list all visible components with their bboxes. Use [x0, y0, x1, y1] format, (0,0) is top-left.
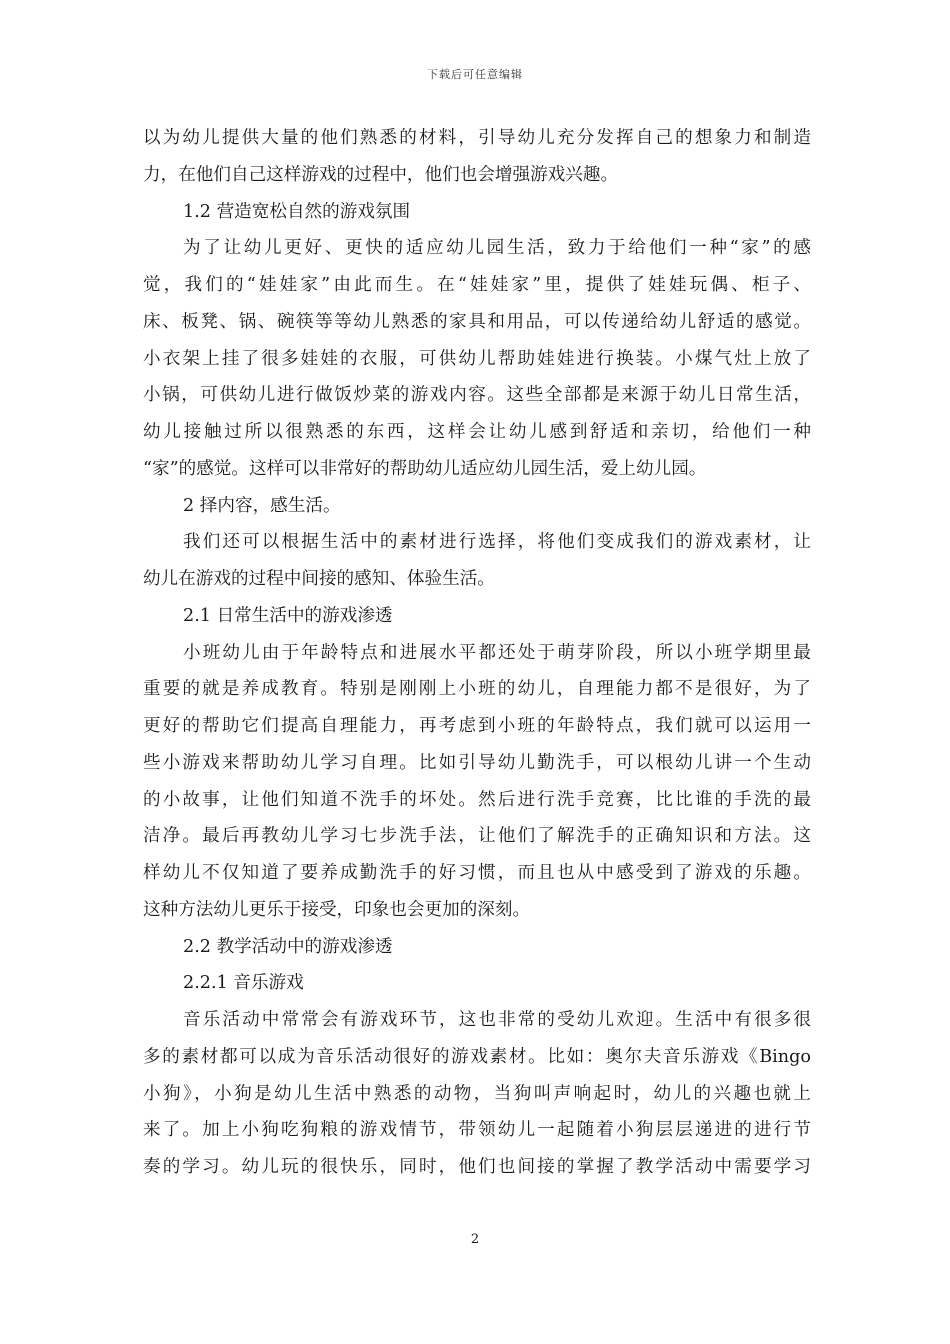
text-line: 来了。加上小狗吃狗粮的游戏情节，带领幼儿一起随着小狗层层递进的进行节 — [143, 1120, 811, 1141]
text-line: 为了让幼儿更好、更快的适应幼儿园生活，致力于给他们一种“家”的感 — [183, 238, 811, 259]
text-line: 小班幼儿由于年龄特点和进展水平都还处于萌芽阶段，所以小班学期里最 — [183, 642, 811, 663]
text-line: 重要的就是养成教育。特别是刚刚上小班的幼儿，自理能力都不是很好，为了 — [143, 679, 811, 700]
section-heading: 2 择内容，感生活。 — [183, 495, 341, 516]
text-line: 幼儿接触过所以很熟悉的东西，这样会让幼儿感到舒适和亲切，给他们一种 — [143, 422, 811, 442]
section-heading: 2.2.1 音乐游戏 — [183, 973, 304, 994]
text-line: 小狗》，小狗是幼儿生活中熟悉的动物，当狗叫声响起时，幼儿的兴趣也就上 — [143, 1083, 811, 1104]
body-text — [143, 120, 811, 1186]
text-line: 洁净。最后再教幼儿学习七步洗手法，让他们了解洗手的正确知识和方法。这 — [143, 826, 811, 847]
text-line: 床、板凳、锅、碗筷等等幼儿熟悉的家具和用品，可以传递给幼儿舒适的感觉。 — [143, 311, 811, 332]
section-heading: 1.2 营造宽松自然的游戏氛围 — [183, 201, 411, 222]
text-line: 奏的学习。幼儿玩的很快乐，同时，他们也间接的掌握了教学活动中需要学习 — [143, 1157, 811, 1177]
text-line: 些小游戏来帮助幼儿学习自理。比如引导幼儿勤洗手，可以根幼儿讲一个生动 — [143, 752, 811, 773]
text-line: 小衣架上挂了很多娃娃的衣服，可供幼儿帮助娃娃进行换装。小煤气灶上放了 — [143, 348, 811, 369]
section-heading: 2.2 教学活动中的游戏渗透 — [183, 936, 393, 957]
page-number: 2 — [470, 1232, 480, 1247]
text-line: 多的素材都可以成为音乐活动很好的游戏素材。比如：奥尔夫音乐游戏《Bingo — [143, 1046, 811, 1067]
text-line: 样幼儿不仅知道了要养成勤洗手的好习惯，而且也从中感受到了游戏的乐趣。 — [143, 863, 811, 883]
text-line: 的小故事，让他们知道不洗手的坏处。然后进行洗手竞赛，比比谁的手洗的最 — [143, 789, 811, 810]
text-line: “家”的感觉。这样可以非常好的帮助幼儿适应幼儿园生活，爱上幼儿园。 — [143, 458, 707, 479]
text-line: 觉，我们的“娃娃家”由此而生。在“娃娃家”里，提供了娃娃玩偶、柜子、 — [143, 275, 811, 295]
text-line: 幼儿在游戏的过程中间接的感知、体验生活。 — [143, 569, 495, 589]
section-heading: 2.1 日常生活中的游戏渗透 — [183, 605, 393, 626]
text-line: 我们还可以根据生活中的素材进行选择，将他们变成我们的游戏素材，让 — [183, 532, 811, 553]
page-header: 下载后可任意编辑 — [427, 68, 523, 81]
text-line: 以为幼儿提供大量的他们熟悉的材料，引导幼儿充分发挥自己的想象力和制造 — [143, 128, 811, 148]
text-line: 音乐活动中常常会有游戏环节，这也非常的受幼儿欢迎。生活中有很多很 — [183, 1010, 811, 1030]
text-line: 力，在他们自己这样游戏的过程中，他们也会增强游戏兴趣。 — [143, 164, 619, 185]
text-line: 小锅，可供幼儿进行做饭炒菜的游戏内容。这些全部都是来源于幼儿日常生活， — [143, 385, 811, 406]
text-line: 这种方法幼儿更乐于接受，印象也会更加的深刻。 — [143, 899, 531, 920]
text-line: 更好的帮助它们提高自理能力，再考虑到小班的年龄特点，我们就可以运用一 — [143, 716, 811, 736]
